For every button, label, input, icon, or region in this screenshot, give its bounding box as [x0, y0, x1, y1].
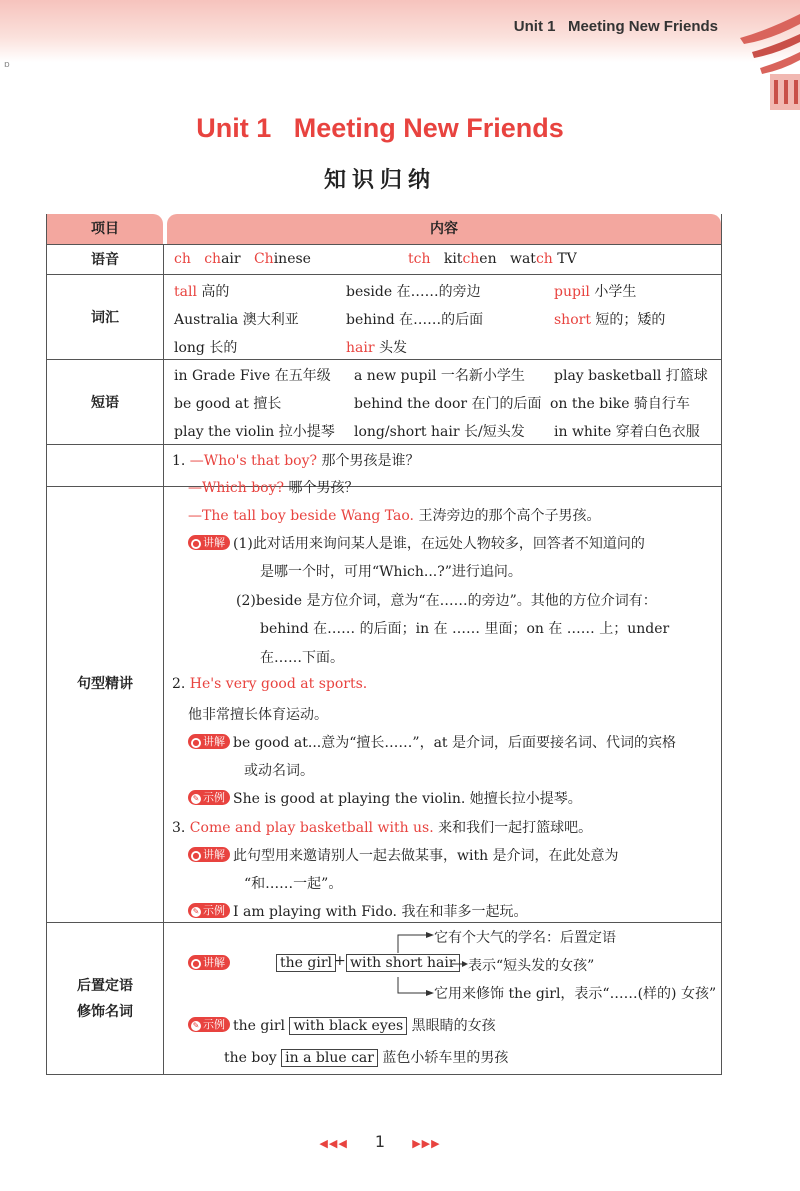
example-badge-2-label: 示例 [203, 904, 225, 917]
pron-watch-ch: ch [535, 251, 553, 267]
header-title: Unit 1 Meeting New Friends [513, 18, 718, 35]
postmod-box-with-short-hair: with short hair [346, 954, 460, 972]
sentence-2-example: She is good at playing the violin. 她擅长拉小提琴。 [233, 791, 582, 807]
sentence-3-cn: 来和我们一起打篮球吧。 [433, 820, 593, 836]
knowledge-table [46, 214, 722, 1075]
pagoda-decoration-icon [730, 0, 800, 110]
sentence-1-number: 1. [172, 453, 186, 469]
vocab-hair-cn: 头发 [374, 340, 407, 356]
vocab-tall: tall [174, 284, 197, 300]
sentence-1-line1-en: —Who's that boy? [185, 453, 317, 469]
pron-ch-sound: ch [174, 251, 191, 267]
sentence-3-en: Come and play basketball with us. [185, 820, 434, 836]
row-label-vocabulary: 词汇 [47, 275, 164, 360]
vocab-short-cn: 短的；矮的 [590, 312, 666, 328]
postmod-example-1-pre: the girl [233, 1018, 290, 1034]
phrase-in-white: in white 穿着白色衣服 [554, 424, 700, 440]
row-label-pronunciation: 语音 [47, 245, 164, 275]
phrase-behind-door: behind the door 在门的后面 [354, 396, 542, 412]
pron-chair-rest: air [221, 251, 241, 267]
explain-icon: ● [192, 959, 200, 968]
phrase-on-bike: on the bike 骑自行车 [550, 396, 690, 412]
postmod-arrows [396, 923, 436, 1005]
row-sentences [47, 444, 721, 923]
vocab-beside: beside 在……的旁边 [346, 284, 481, 300]
explain-icon: ● [192, 851, 200, 860]
pron-group-tch [408, 251, 577, 267]
pron-chinese-ch: Ch [253, 251, 274, 267]
sentence-1-line1-cn: 那个男孩是谁？ [317, 453, 420, 469]
pron-chair-ch: ch [204, 251, 222, 267]
postmod-note-mid: 表示“短头发的女孩” [468, 958, 595, 974]
page-footer [0, 1132, 760, 1151]
explain-icon: ● [192, 738, 200, 747]
sentence-2-en: He's very good at sports. [185, 676, 368, 692]
sentence-2-explain-line1: be good at...意为“擅长……”，at 是介词，后面要接名词、代词的宾格 [233, 735, 676, 751]
row-pronunciation [47, 244, 721, 275]
phrase-be-good-at: be good at 擅长 [174, 396, 282, 412]
sentence-2-number: 2. [172, 676, 186, 692]
postmod-example-2-pre: the boy [224, 1050, 282, 1066]
vocab-pupil: pupil [554, 284, 590, 300]
row-label-sentences: 句型精讲 [47, 445, 164, 923]
example-badge-3 [188, 1017, 230, 1032]
postmod-example-2-cn: 蓝色小轿车里的男孩 [377, 1050, 509, 1066]
page-title: Unit 1 Meeting New Friends [196, 113, 564, 143]
postmod-note-top: 它有个大气的学名：后置定语 [434, 930, 616, 946]
phrase-in-grade-five: in Grade Five 在五年级 [174, 368, 331, 384]
sentence-3-explain-line2: “和……一起”。 [244, 876, 343, 892]
vocab-hair: hair [346, 340, 375, 356]
pron-kitchen-kit: kit [443, 251, 463, 267]
sentence-3-explain-line1: 此句型用来邀请别人一起去做某事，with 是介词，在此处意为 [233, 848, 619, 864]
vocab-pupil-cn: 小学生 [589, 284, 637, 300]
vocab-australia: Australia 澳大利亚 [174, 312, 299, 328]
explain-badge-2 [188, 734, 230, 749]
explain-badge-4 [188, 955, 230, 970]
row-vocabulary [47, 274, 721, 360]
sentence-1-line2-en: —Which boy? [188, 480, 284, 496]
vocab-short: short [554, 312, 591, 328]
postmod-note-bottom: 它用来修饰 the girl，表示“……(样的) 女孩” [434, 986, 717, 1002]
sentence-1-explain-1-line1: (1)此对话用来询问某人是谁，在远处人物较多，回答者不知道问的 [233, 536, 645, 552]
vocab-tall-cn: 高的 [196, 284, 230, 300]
explain-badge-2-label: 讲解 [203, 735, 225, 748]
example-badge-2 [188, 903, 230, 918]
explain-badge-3 [188, 847, 230, 862]
pron-kitchen-ch: ch [462, 251, 480, 267]
pron-tch-sound: tch [408, 251, 431, 267]
sentence-2-explain-line2: 或动名词。 [244, 763, 314, 779]
row-post-modifier [47, 922, 721, 1075]
explain-badge-1-label: 讲解 [203, 536, 225, 549]
phrase-play-basketball: play basketball 打篮球 [554, 368, 708, 384]
pron-watch-wat: wat [509, 251, 536, 267]
arrow-right-icon [452, 959, 468, 969]
row-phrases [47, 359, 721, 445]
explain-badge-4-label: 讲解 [203, 956, 225, 969]
phrase-play-violin: play the violin 拉小提琴 [174, 424, 335, 440]
vocab-behind: behind 在……的后面 [346, 312, 484, 328]
pron-kitchen-en: en [479, 251, 497, 267]
sentence-2-cn: 他非常擅长体育运动。 [188, 707, 328, 723]
sentence-1-line2-cn: 哪个男孩？ [284, 480, 359, 496]
postmod-box-the-girl: the girl [276, 954, 336, 972]
sentence-1-explain-1-line2: 是哪一个时，可用“Which...?”进行追问。 [260, 564, 522, 580]
phrase-new-pupil: a new pupil 一名新小学生 [354, 368, 525, 384]
pron-chinese-rest: inese [273, 251, 311, 267]
row-label-post-modifier-line2: 修饰名词 [77, 1004, 133, 1020]
pencil-icon: ✎ [192, 907, 200, 916]
example-badge-1-label: 示例 [203, 791, 225, 804]
pron-group-ch [174, 251, 311, 267]
example-badge-3-label: 示例 [203, 1018, 225, 1031]
column-header-item: 项目 [47, 214, 163, 244]
postmod-example-1-cn: 黑眼睛的女孩 [407, 1018, 496, 1034]
page-number: 1 [374, 1132, 386, 1151]
page-subtitle: 知识归纳 [323, 168, 436, 193]
sentence-3-example: I am playing with Fido. 我在和菲多一起玩。 [233, 904, 528, 920]
sentence-1-explain-2-line2: behind 在…… 的后面；in 在 …… 里面；on 在 …… 上；under [260, 621, 670, 637]
example-badge-1 [188, 790, 230, 805]
pron-watch-tv: TV [552, 251, 577, 267]
sentence-3-number: 3. [172, 820, 186, 836]
row-label-post-modifier-line1: 后置定语 [77, 978, 133, 994]
explain-badge-1 [188, 535, 230, 550]
postmod-example-2-box: in a blue car [281, 1049, 378, 1067]
explain-badge-3-label: 讲解 [203, 848, 225, 861]
sentence-1-line3-en: —The tall boy beside Wang Tao. [188, 508, 415, 524]
sentence-1-explain-2-line1: (2)beside 是方位介词，意为“在……的旁边”。其他的方位介词有： [236, 593, 657, 609]
next-page-arrows-icon: ▶▶▶ [412, 1137, 441, 1150]
column-header-content: 内容 [167, 214, 721, 244]
postmod-plus: + [334, 953, 346, 969]
pencil-icon: ✎ [192, 794, 200, 803]
side-mark: ɒ [4, 60, 10, 70]
vocab-long: long 长的 [174, 340, 238, 356]
explain-icon: ● [192, 539, 200, 548]
phrase-long-short-hair: long/short hair 长/短头发 [354, 424, 525, 440]
sentence-1-line3-cn: 王涛旁边的那个高个子男孩。 [414, 508, 601, 524]
postmod-example-1-box: with black eyes [289, 1017, 407, 1035]
row-label-phrases: 短语 [47, 360, 164, 445]
pencil-icon: ✎ [192, 1021, 200, 1030]
prev-page-arrows-icon: ◀◀◀ [319, 1137, 348, 1150]
row-label-post-modifier [47, 923, 164, 1075]
sentence-1-explain-2-line3: 在……下面。 [260, 650, 344, 666]
